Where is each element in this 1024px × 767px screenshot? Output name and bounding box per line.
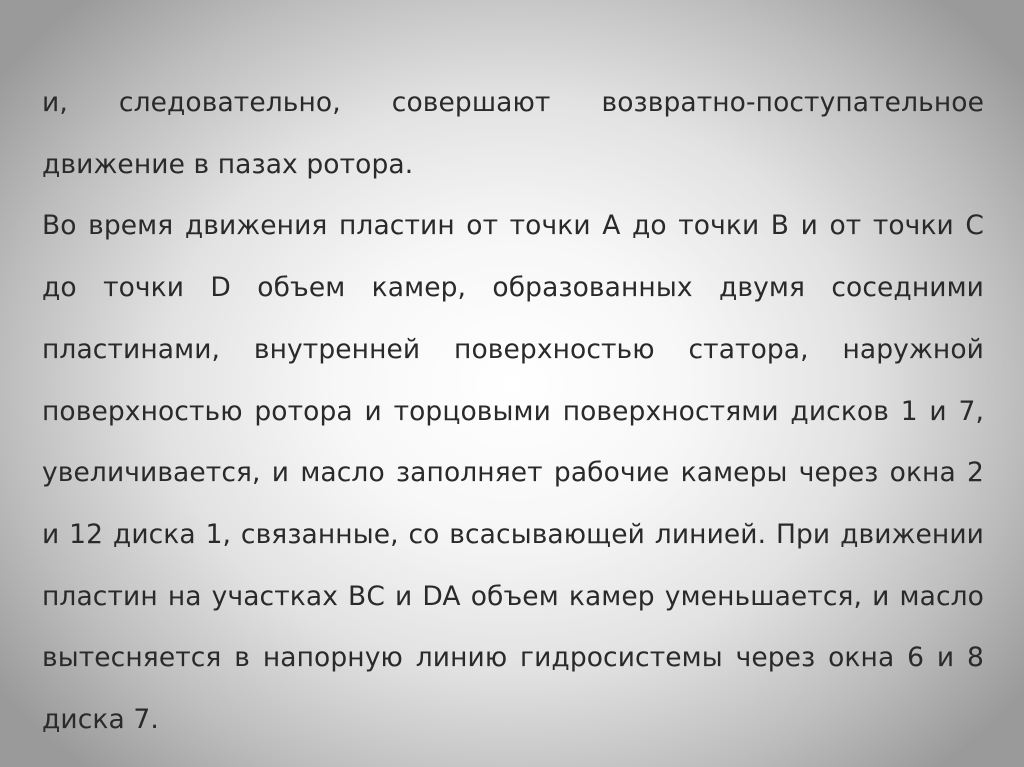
paragraph-vane-movement: Во время движения пластин от точки А до точки В и от точки С до точки D объем камер, образованных двумя соседними пластинами, внутренней поверхностью статора, наружной поверхностью ротора и торцовыми поверхностями дисков 1 и 7, увеличивается, и масло заполняет рабочие камеры через окна 2 и 12 диска 1, связанные, со всасывающей линией. При движении пластин на участках ВС и DA объем камер уменьшается, и масло вытесняется в напорную линию гидросистемы через окна 6 и 8 диска 7. xyxy=(42,210,984,736)
slide-text-body xyxy=(42,72,984,751)
paragraph-continuation: и, следовательно, совершают возвратно-поступательное движение в пазах ротора. xyxy=(42,87,984,180)
